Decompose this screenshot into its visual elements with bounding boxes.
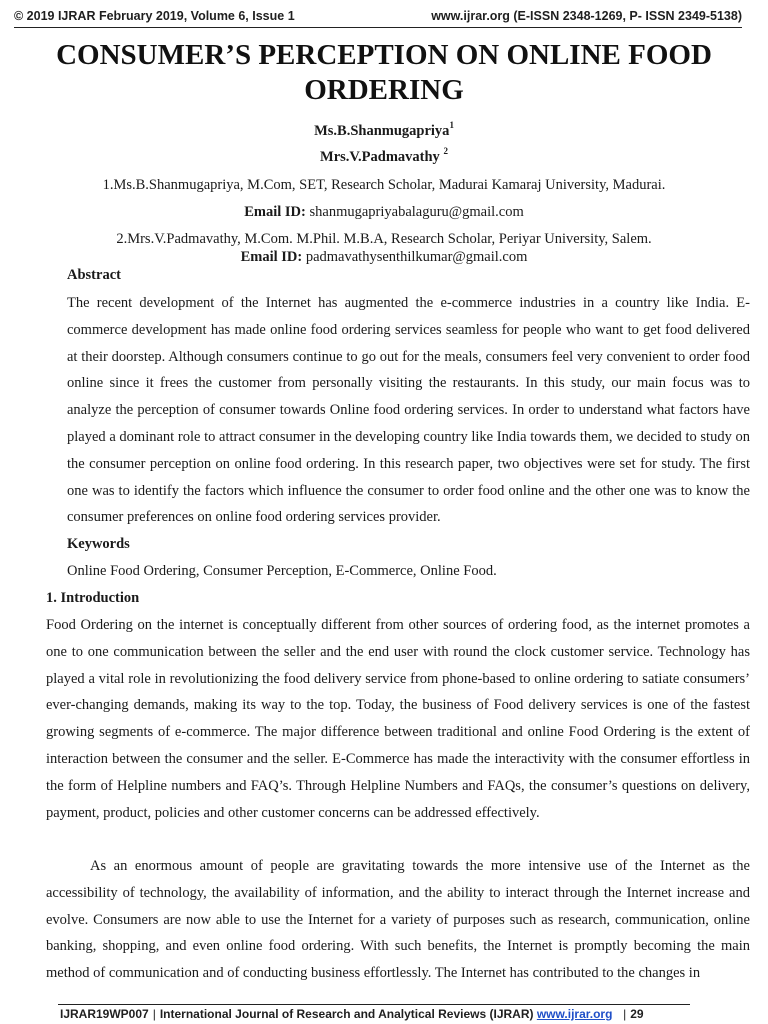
header-divider	[14, 27, 742, 28]
footer-separator: |	[616, 1007, 627, 1021]
keywords-heading: Keywords	[67, 536, 130, 552]
running-header	[14, 6, 742, 26]
email-address: padmavathysenthilkumar@gmail.com	[305, 249, 528, 265]
author-name: Ms.B.Shanmugapriya	[314, 122, 450, 139]
email-label: Email ID:	[240, 249, 303, 265]
paper-title: CONSUMER’S PERCEPTION ON ONLINE FOOD ORDERING	[56, 39, 712, 106]
journal-issue-info: © 2019 IJRAR February 2019, Volume 6, Issue 1	[14, 9, 295, 23]
introduction-heading: 1. Introduction	[46, 590, 140, 606]
author-1	[0, 121, 768, 140]
author-superscript: 1	[449, 120, 454, 130]
page-footer	[60, 1007, 644, 1023]
footer-separator: |	[152, 1007, 156, 1021]
keywords-text: Online Food Ordering, Consumer Perception, E-Commerce, Online Food.	[67, 563, 497, 579]
email-label: Email ID:	[244, 204, 306, 220]
paper-code: IJRAR19WP007	[60, 1007, 149, 1021]
journal-website-link[interactable]: www.ijrar.org	[536, 1007, 613, 1021]
journal-issn-info: www.ijrar.org (E-ISSN 2348-1269, P- ISSN 2349-5138)	[431, 9, 742, 23]
journal-name: International Journal of Research and Analytical Reviews (IJRAR)	[159, 1007, 534, 1021]
email-address: shanmugapriyabalaguru@gmail.com	[309, 204, 524, 220]
email-line-1	[20, 204, 748, 221]
page-number: 29	[630, 1007, 644, 1021]
introduction-paragraph-1: Food Ordering on the internet is conceptually different from other sources of ordering food, as the internet promotes a one to one communication between the seller and the end user with round the clock customer service. Technology has played a vital role in revolutionizing the food delivery service from phone-based to online ordering to satiate consumers’ ever-changing demands, making its way to the top. Today, the business of Food delivery services is one of the fastest growing segments of e-commerce. The major difference between traditional and online Food Ordering is the extent of interaction between the consumer and the seller. E-Commerce has made the interactivity with the consumer effortless in the form of Helpline numbers and FAQ’s. Through Helpline Numbers and FAQs, the consumer’s questions on delivery, payment, product, policies and other customer concerns can be addressed effectively.	[46, 617, 750, 821]
author-superscript: 2	[443, 146, 448, 156]
affiliation-1: 1.Ms.B.Shanmugapriya, M.Com, SET, Research Scholar, Madurai Kamaraj University, Madurai.	[102, 177, 666, 193]
author-name: Mrs.V.Padmavathy	[320, 148, 440, 165]
author-2	[0, 147, 768, 166]
abstract-text: The recent development of the Internet has augmented the e-commerce industries in a country like India. E-commerce development has made online food ordering services seamless for people who want to get food delivered at their doorstep. Although consumers continue to go out for the meals, consumers feel very convenient to order food online since it frees the customer from personally visiting the restaurants. In this study, our main focus was to analyze the perception of consumer towards Online food ordering services. In order to understand what factors have played a dominant role to attract consumer in the developing country like India towards them, we decided to study on the consumer perception on online food ordering. In this research paper, two objectives were set for study. The first one was to identify the factors which influence the consumer to order food online and the other one was to know the consumer preferences on online food ordering services provider.	[67, 295, 750, 526]
affiliation-2: 2.Mrs.V.Padmavathy, M.Com. M.Phil. M.B.A, Research Scholar, Periyar University, Salem.	[116, 231, 652, 247]
email-line-2	[20, 249, 748, 266]
abstract-heading: Abstract	[67, 267, 121, 283]
introduction-paragraph-2: As an enormous amount of people are gravitating towards the more intensive use of the Internet as the accessibility of technology, the availability of information, and the ability to interact through the Internet increase and evolve. Consumers are now able to use the Internet for a variety of purposes such as research, communication, online banking, shopping, and even online food ordering. With such benefits, the Internet is promptly becoming the main method of communication and of conducting business effortlessly. The Internet has contributed to the changes in	[46, 858, 750, 982]
footer-divider	[58, 1004, 690, 1005]
